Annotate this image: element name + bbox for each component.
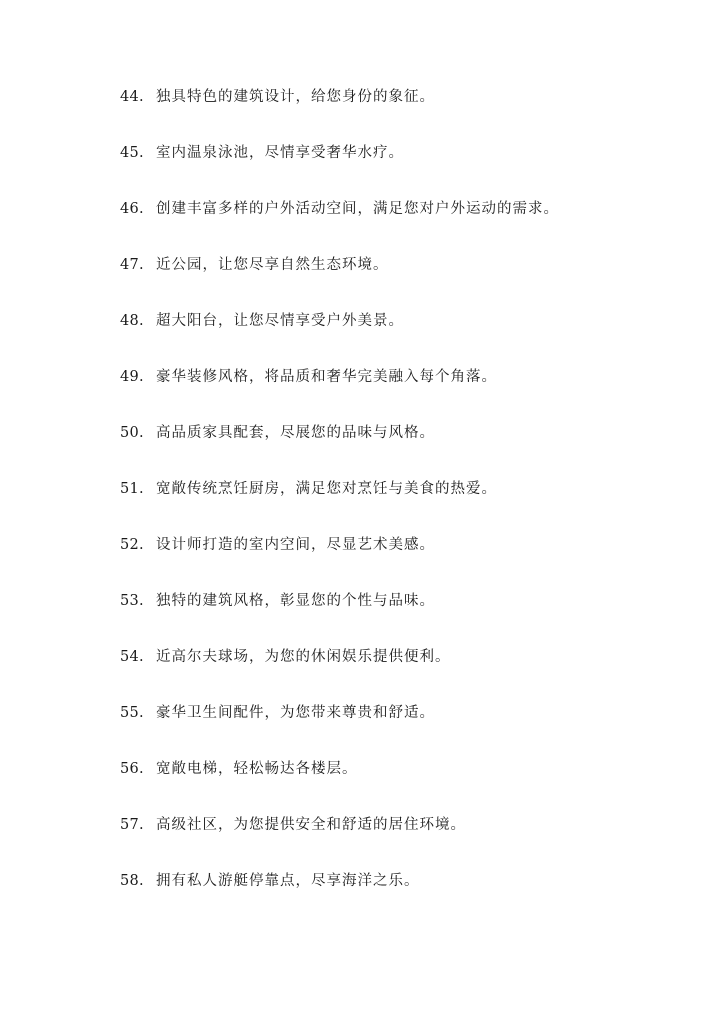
item-number: 45. <box>120 145 144 161</box>
list-item <box>120 534 559 590</box>
list-item <box>120 254 559 310</box>
item-text: 拥有私人游艇停靠点，尽享海洋之乐。 <box>156 873 420 889</box>
list-item <box>120 86 559 142</box>
item-text: 独特的建筑风格，彰显您的个性与品味。 <box>156 593 435 609</box>
list-item <box>120 870 559 926</box>
list-item <box>120 702 559 758</box>
item-text: 设计师打造的室内空间，尽显艺术美感。 <box>156 537 435 553</box>
list-item <box>120 590 559 646</box>
item-text: 豪华装修风格，将品质和奢华完美融入每个角落。 <box>156 369 497 385</box>
list-item <box>120 310 559 366</box>
item-number: 49. <box>120 369 144 385</box>
item-number: 50. <box>120 425 144 441</box>
list-item <box>120 366 559 422</box>
item-number: 47. <box>120 257 144 273</box>
item-number: 55. <box>120 705 144 721</box>
list-item <box>120 142 559 198</box>
item-number: 58. <box>120 873 144 889</box>
item-number: 56. <box>120 761 144 777</box>
item-number: 54. <box>120 649 144 665</box>
item-text: 近公园，让您尽享自然生态环境。 <box>156 257 389 273</box>
item-text: 近高尔夫球场，为您的休闲娱乐提供便利。 <box>156 649 451 665</box>
item-number: 46. <box>120 201 144 217</box>
numbered-list <box>120 86 559 926</box>
list-item <box>120 758 559 814</box>
item-text: 创建丰富多样的户外活动空间，满足您对户外运动的需求。 <box>156 201 559 217</box>
item-number: 44. <box>120 89 144 105</box>
item-number: 48. <box>120 313 144 329</box>
item-text: 室内温泉泳池，尽情享受奢华水疗。 <box>156 145 404 161</box>
item-text: 超大阳台，让您尽情享受户外美景。 <box>156 313 404 329</box>
list-item <box>120 814 559 870</box>
item-text: 高级社区，为您提供安全和舒适的居住环境。 <box>156 817 466 833</box>
item-number: 57. <box>120 817 144 833</box>
list-item <box>120 646 559 702</box>
item-text: 宽敞传统烹饪厨房，满足您对烹饪与美食的热爱。 <box>156 481 497 497</box>
list-item <box>120 198 559 254</box>
item-number: 51. <box>120 481 144 497</box>
list-item <box>120 478 559 534</box>
item-text: 独具特色的建筑设计，给您身份的象征。 <box>156 89 435 105</box>
item-number: 53. <box>120 593 144 609</box>
item-number: 52. <box>120 537 144 553</box>
list-item <box>120 422 559 478</box>
item-text: 高品质家具配套，尽展您的品味与风格。 <box>156 425 435 441</box>
item-text: 豪华卫生间配件，为您带来尊贵和舒适。 <box>156 705 435 721</box>
item-text: 宽敞电梯，轻松畅达各楼层。 <box>156 761 358 777</box>
